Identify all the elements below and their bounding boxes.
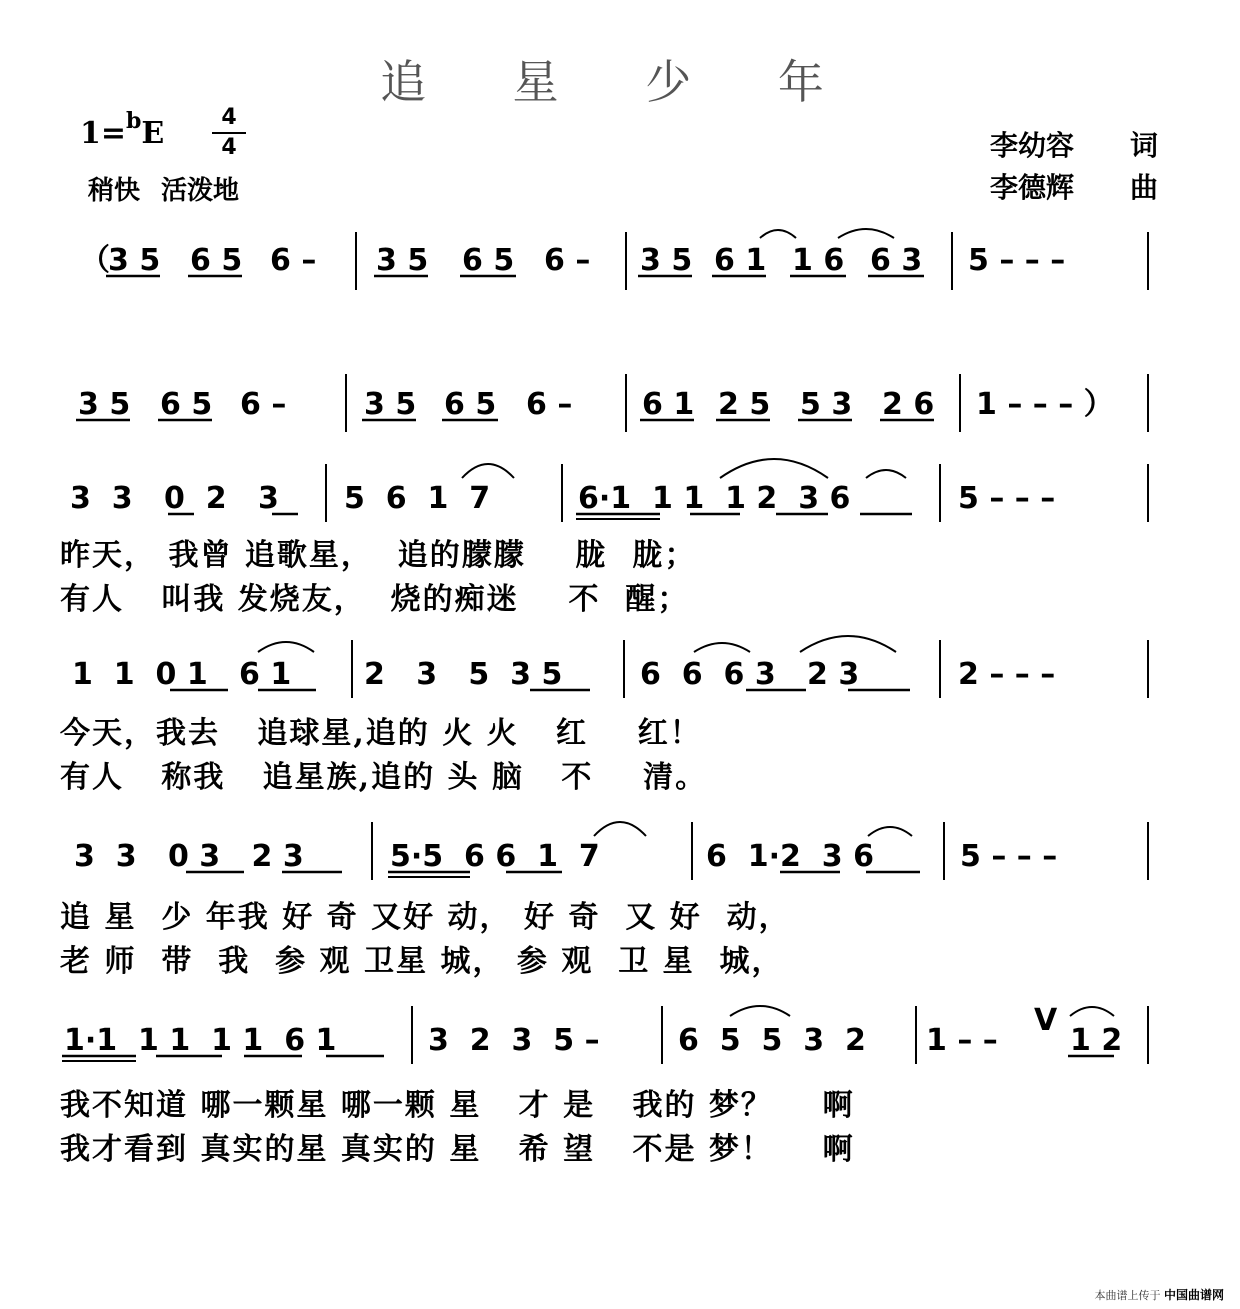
svg-text:6 5: 6 5 — [444, 387, 497, 422]
svg-text:V: V — [1034, 1003, 1058, 1038]
svg-text:6 1·2 3 6: 6 1·2 3 6 — [706, 839, 874, 874]
svg-text:5 – – –: 5 – – – — [960, 839, 1058, 874]
tempo-marking: 稍快 活泼地 — [88, 176, 240, 206]
lyric-verse4-line1: 我不知道 哪一颗星 哪一颗 星 才 是 我的 梦？ 啊 — [60, 1088, 855, 1123]
svg-text:3 3 0 3 2 3: 3 3 0 3 2 3 — [74, 839, 304, 874]
time-bottom: 4 — [221, 135, 237, 160]
svg-text:6 –: 6 – — [240, 387, 287, 422]
flat-symbol: b — [126, 108, 142, 134]
svg-text:1 – –: 1 – – — [926, 1023, 998, 1058]
svg-text:1 2: 1 2 — [1070, 1023, 1123, 1058]
staff-line-verse-1 — [70, 459, 1148, 522]
staff-line-verse-4 — [62, 1003, 1148, 1064]
svg-text:5 3: 5 3 — [800, 387, 853, 422]
svg-text:6·1 1 1 1 2 3 6: 6·1 1 1 1 2 3 6 — [578, 481, 851, 516]
svg-text:3 5: 3 5 — [640, 243, 693, 278]
svg-text:5 6 1 7: 5 6 1 7 — [344, 481, 491, 516]
svg-text:1 1 0 1 6 1: 1 1 0 1 6 1 — [72, 657, 292, 692]
svg-text:6 5: 6 5 — [462, 243, 515, 278]
staff-line-intro-2 — [76, 374, 1148, 432]
svg-text:6 6 6 3 2 3: 6 6 6 3 2 3 — [640, 657, 860, 692]
svg-text:6 1: 6 1 — [714, 243, 767, 278]
staff-line-verse-3 — [74, 822, 1148, 880]
staff-line-verse-2 — [72, 636, 1148, 698]
lyricist-role: 词 — [1130, 129, 1159, 162]
svg-text:3 3 0 2 3: 3 3 0 2 3 — [70, 481, 279, 516]
svg-text:6 –: 6 – — [270, 243, 317, 278]
lyric-verse3-line1: 追 星 少 年我 好 奇 又好 动， 好 奇 又 好 动， — [60, 900, 791, 935]
svg-text:1 – – – ）: 1 – – – ） — [976, 387, 1114, 422]
composer-role: 曲 — [1130, 171, 1159, 204]
lyric-verse1-line2: 有人 叫我 发烧友， 烧的痴迷 不 醒； — [60, 582, 690, 617]
svg-text:3 5: 3 5 — [364, 387, 417, 422]
svg-text:5·5 6 6 1 7: 5·5 6 6 1 7 — [390, 839, 600, 874]
lyric-verse3-line2: 老 师 带 我 参 观 卫星 城， 参 观 卫 星 城， — [60, 944, 784, 979]
svg-text:1 6: 1 6 — [792, 243, 845, 278]
lyric-verse4-line2: 我才看到 真实的星 真实的 星 希 望 不是 梦！ 啊 — [60, 1132, 855, 1167]
svg-text:3 5: 3 5 — [108, 243, 161, 278]
svg-text:6 3: 6 3 — [870, 243, 923, 278]
svg-text:6 5: 6 5 — [190, 243, 243, 278]
staff-line-intro-1 — [80, 229, 1148, 290]
lyric-verse1-line1: 昨天， 我曾 追歌星， 追的朦朦 胧 胧； — [60, 538, 697, 573]
svg-text:6 5 5 3 2: 6 5 5 3 2 — [678, 1023, 866, 1058]
svg-text:2 – – –: 2 – – – — [958, 657, 1056, 692]
svg-text:5 – – –: 5 – – – — [958, 481, 1056, 516]
svg-text:2 6: 2 6 — [882, 387, 935, 422]
footer-text: 本曲谱上传于 — [1094, 1289, 1161, 1302]
upload-footer — [1094, 1286, 1224, 1303]
lyric-verse2-line1: 今天，我去 追球星,追的 火 火 红 红！ — [60, 716, 702, 751]
lyric-verse2-line2: 有人 称我 追星族,追的 头 脑 不 清。 — [60, 760, 708, 795]
key-prefix: 1= — [80, 116, 127, 151]
svg-text:1·1 1 1 1 1 6 1: 1·1 1 1 1 1 6 1 — [64, 1023, 337, 1058]
svg-text:3 5: 3 5 — [376, 243, 429, 278]
time-top: 4 — [221, 105, 237, 130]
svg-text:2 5: 2 5 — [718, 387, 771, 422]
key-note: E — [141, 116, 165, 151]
footer-brand-logo[interactable]: 中国曲谱网 — [1163, 1288, 1224, 1302]
lyricist-name: 李幼容 — [990, 129, 1075, 162]
composer-name: 李德辉 — [990, 171, 1075, 204]
svg-text:3 2 3 5 –: 3 2 3 5 – — [428, 1023, 600, 1058]
svg-text:6 5: 6 5 — [160, 387, 213, 422]
svg-text:6 1: 6 1 — [642, 387, 695, 422]
svg-text:3 5: 3 5 — [78, 387, 131, 422]
svg-text:6 –: 6 – — [526, 387, 573, 422]
svg-text:（: （ — [80, 243, 110, 278]
song-title: 追 星 少 年 — [380, 55, 860, 109]
svg-text:6 –: 6 – — [544, 243, 591, 278]
svg-text:5 – – –: 5 – – – — [968, 243, 1066, 278]
svg-text:2 3 5 3 5: 2 3 5 3 5 — [364, 657, 563, 692]
